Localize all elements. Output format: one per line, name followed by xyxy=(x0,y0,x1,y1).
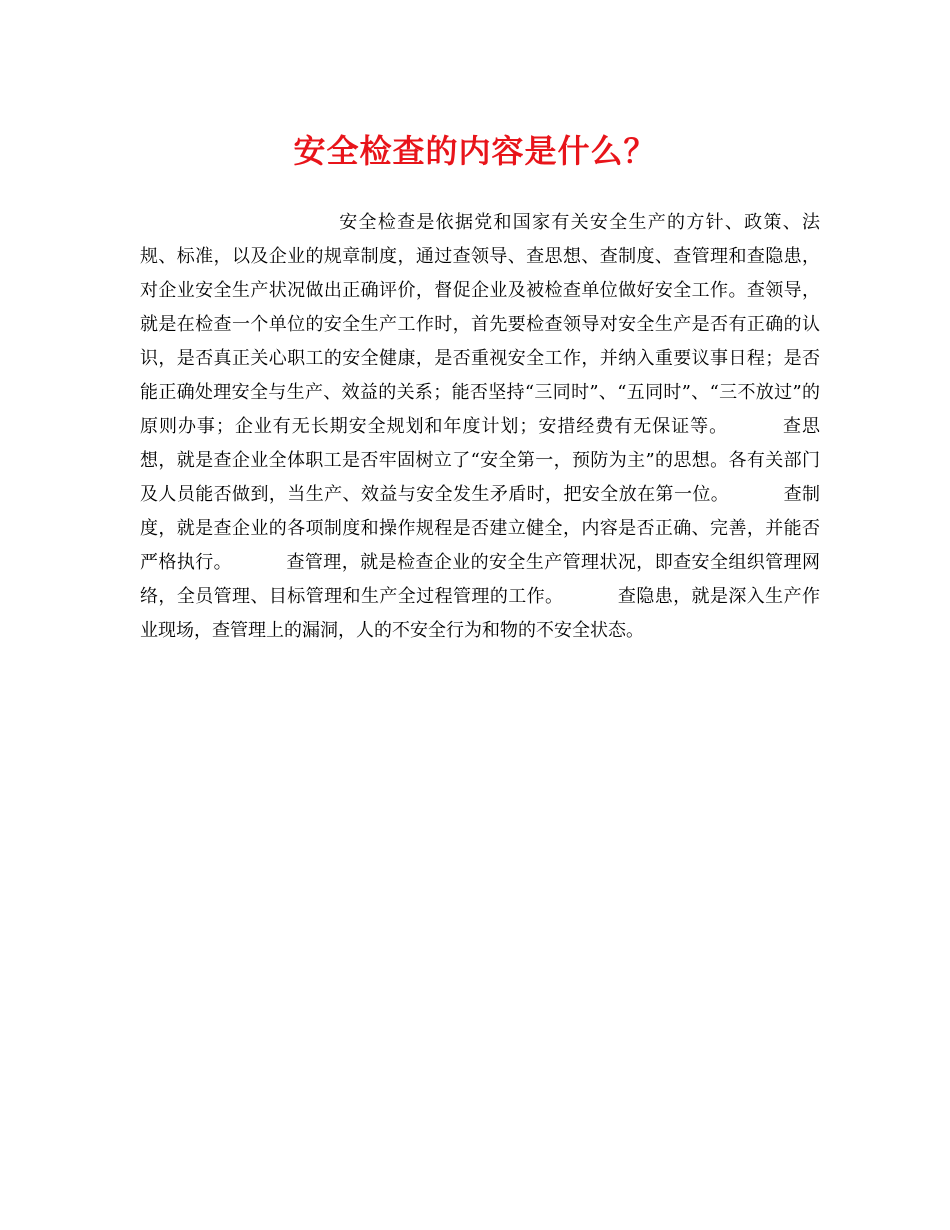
document-body xyxy=(140,206,820,648)
paragraph-1: 安全检查是依据党和国家有关安全生产的方针、政策、法规、标准，以及企业的规章制度，通过查领导、查思想、查制度、查管理和查隐患，对企业安全生产状况做出正确评价，督促企业及被检查单位做好安全工作。查领导，就是在检查一个单位的安全生产工作时，首先要检查领导对安全生产是否有正确的认识，是否真正关心职工的安全健康，是否重视安全工作，并纳入重要议事日程；是否能正确处理安全与生产、效益的关系；能否坚持“三同时”、“五同时”、“三不放过”的原则办事；企业有无长期安全规划和年度计划；安措经费有无保证等。 xyxy=(140,212,820,437)
document-title: 安全检查的内容是什么？ xyxy=(293,132,657,170)
paragraph-2: 查思想，就是查企业全体职工是否牢固树立了“安全第一，预防为主”的思想。各有关部门及人员能否做到，当生产、效益与安全发生矛盾时，把安全放在第一位。 xyxy=(140,416,821,505)
paragraph-4: 查管理，就是检查企业的安全生产管理状况，即查安全组织管理网络，全员管理、目标管理和生产全过程管理的工作。 xyxy=(140,552,821,607)
paragraph-5: 查隐患，就是深入生产作业现场，查管理上的漏洞，人的不安全行为和物的不安全状态。 xyxy=(140,586,820,641)
paragraph-3: 查制度，就是查企业的各项制度和操作规程是否建立健全，内容是否正确、完善，并能否严格执行。 xyxy=(140,484,821,573)
